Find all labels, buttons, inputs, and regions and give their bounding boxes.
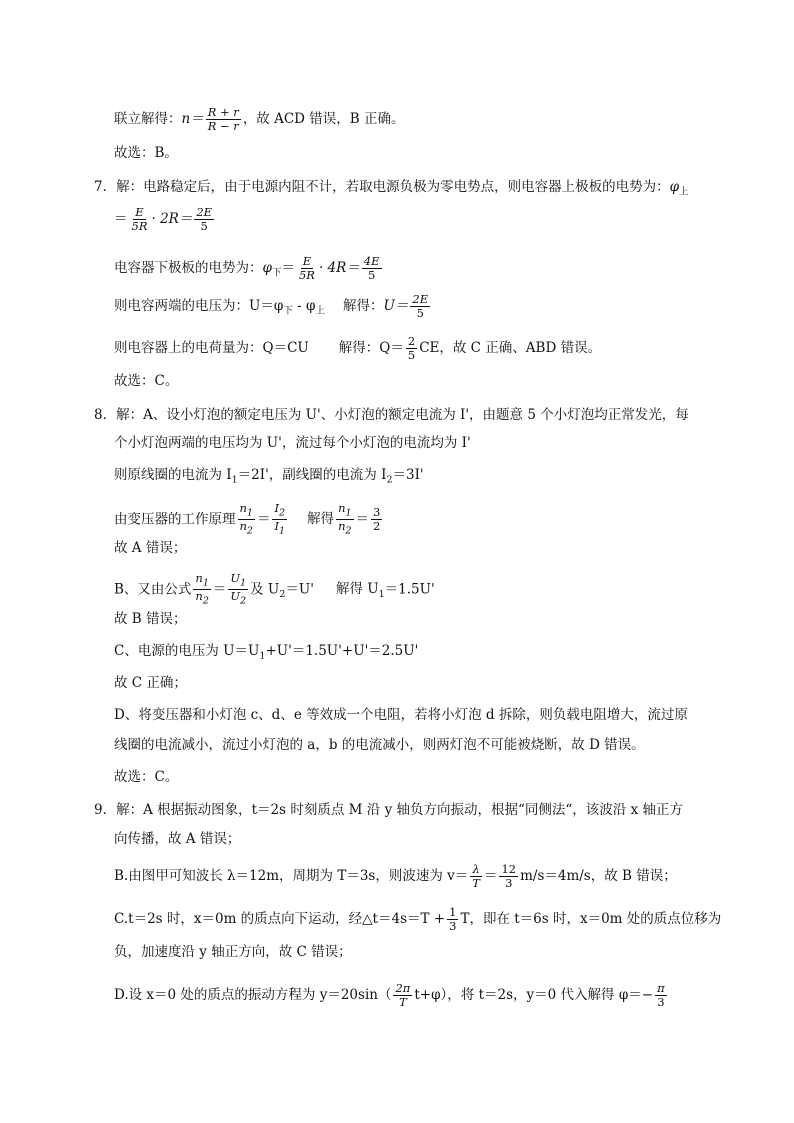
- text: ＝: [256, 511, 271, 528]
- text: · 4R＝: [318, 260, 360, 276]
- text: ＝2I'，副线圈的电流为 I: [237, 467, 387, 483]
- text: CE，故 C 正确、ABD 错误。: [419, 340, 602, 356]
- text: D.设 x＝0 处的质点的振动方程为 y＝20sin（: [114, 987, 392, 1003]
- item8-line-3: [114, 465, 714, 491]
- text: 解：A 根据振动图象，t＝2s 时刻质点 M 沿 y 轴负方向振动，根据“同侧法“，该波沿 x 轴正方: [116, 802, 683, 818]
- fraction: $\frac{12}{3}$: [501, 862, 517, 890]
- fraction: $\frac{\pi}{3}$: [657, 981, 665, 1009]
- text: - φ: [292, 298, 316, 314]
- formula: U＝: [383, 298, 409, 314]
- item-number: 8．: [94, 407, 117, 423]
- text: 解得 U: [335, 581, 379, 598]
- text: T，即在 t＝6s 时，x＝0m 处的质点位移为: [460, 911, 722, 927]
- item7-line-3: [114, 255, 714, 284]
- subscript: 1: [378, 588, 385, 600]
- item9-line-2: 向传播，故 A 错误；: [114, 831, 241, 847]
- item9-line-4: [114, 905, 722, 933]
- subscript: 下: [271, 267, 282, 279]
- fraction: $\frac{U_1}{U_2}$: [230, 571, 247, 607]
- fraction: $\frac{I_2}{I_1}$: [274, 501, 286, 537]
- item9-line-5: 负，加速度沿 y 轴正方向，故 C 错误；: [114, 944, 352, 960]
- fraction: $\frac{2\pi}{T}$: [395, 981, 411, 1009]
- item5-solve-line: [114, 106, 714, 133]
- text: 解得：Q＝: [338, 340, 404, 356]
- text: · 2R＝: [151, 211, 193, 227]
- formula: n＝: [181, 111, 204, 127]
- item8-line-7: 故 B 错误；: [114, 611, 187, 627]
- text: +U'＝1.5U'+U'＝2.5U': [265, 643, 419, 659]
- subscript: 上: [679, 186, 689, 198]
- text: C、电源的电压为 U＝U: [114, 643, 260, 659]
- item8-line-11: 线圈的电流减小，流过小灯泡的 a，b 的电流减小，则两灯泡不可能被烧断，故 D 错误。: [114, 737, 645, 753]
- fraction: $\frac{1}{3}$: [449, 905, 457, 933]
- text: 及 U: [250, 581, 280, 598]
- item8-line-8: [114, 641, 714, 667]
- item-number: 7．: [94, 179, 117, 195]
- text: 则原线圈的电流为 I: [114, 467, 232, 483]
- text: ＝1.5U': [384, 581, 435, 598]
- fraction: $\frac{2E}{5}$: [196, 205, 213, 233]
- text: 解得: [307, 511, 335, 528]
- text: ＝: [355, 511, 370, 528]
- fraction: $\frac{E}{5R}$: [298, 254, 315, 282]
- phi-symbol: φ: [669, 179, 680, 195]
- text: 解：A、设小灯泡的额定电压为 U'、小灯泡的额定电流为 I'，由题意 5 个小灯泡均正常发光，每: [116, 407, 689, 423]
- fraction: $\frac{2E}{5}$: [412, 292, 429, 320]
- item9-line-3: [114, 863, 714, 890]
- fraction: $\frac{4E}{5}$: [363, 254, 380, 282]
- item7-answer: 故选：C。: [114, 373, 179, 389]
- text: 解得：: [342, 298, 384, 314]
- item7-line-2: [114, 206, 714, 233]
- text: 联立解得：: [114, 111, 182, 127]
- item7-line-1: [94, 177, 714, 203]
- item9-line-6: [114, 982, 714, 1009]
- text: C.t＝2s 时，x＝0m 的质点向下运动，经△t＝4s＝T +: [114, 911, 446, 927]
- text: ＝: [281, 260, 295, 276]
- fraction: $\frac{n_1}{n_2}$: [338, 501, 352, 537]
- text: 电容器下极板的电势为：: [114, 260, 263, 276]
- subscript: 2: [279, 588, 286, 600]
- item8-line-1: [94, 405, 714, 425]
- text: 则电容器上的电荷量为：Q＝CU: [114, 340, 309, 356]
- fraction: $\frac{n_1}{n_2}$: [239, 501, 253, 537]
- subscript: 上: [315, 305, 325, 317]
- fraction: $\frac{3}{2}$: [373, 505, 381, 534]
- fraction: $\frac{2}{5}$: [407, 334, 416, 362]
- item8-line-5: 故 A 错误；: [114, 540, 187, 556]
- fraction: $\frac{R + r}{R - r}$: [207, 105, 239, 133]
- item7-line-5: [114, 335, 714, 362]
- text: 由变压器的工作原理: [114, 511, 236, 528]
- subscript: 下: [283, 305, 293, 317]
- fraction: $\frac{n_1}{n_2}$: [195, 571, 209, 607]
- text: B.由图甲可知波长 λ＝12m，周期为 T＝3s，则波速为 v＝: [114, 868, 469, 884]
- phi-symbol: φ: [262, 260, 272, 276]
- text: ＝U': [285, 581, 314, 598]
- text: ＝3I': [392, 467, 424, 483]
- item8-line-2: 个小灯泡两端的电压均为 U'，流过每个小灯泡的电流均为 I': [114, 435, 471, 451]
- item8-answer: 故选：C。: [114, 769, 179, 785]
- text: t+φ），将 t＝2s，y＝0 代入解得 φ＝−: [414, 987, 654, 1003]
- subscript: 1: [231, 474, 238, 486]
- text: 解：电路稳定后，由于电源内阻不计，若取电源负极为零电势点，则电容器上极板的电势为：: [116, 179, 670, 195]
- text: B、又由公式: [114, 581, 192, 598]
- item8-line-6: [114, 572, 714, 608]
- item8-line-10: D、将变压器和小灯泡 c、d、e 等效成一个电阻，若将小灯泡 d 拆除，则负载电阻增大，流过原: [114, 707, 688, 723]
- item7-line-4: [114, 293, 714, 322]
- text: m/s＝4m/s，故 B 错误；: [520, 868, 677, 884]
- item-number: 9．: [94, 802, 117, 818]
- text: 则电容两端的电压为：U＝φ: [114, 298, 284, 314]
- item5-answer: 故选：B。: [114, 145, 178, 161]
- item9-line-1: [94, 800, 714, 820]
- text: ，故 ACD 错误，B 正确。: [242, 111, 405, 127]
- text: ＝: [212, 581, 227, 598]
- text: ＝: [483, 868, 498, 884]
- text: ＝: [114, 211, 128, 227]
- fraction: $\frac{E}{5R}$: [131, 205, 148, 233]
- fraction: $\frac{\lambda}{T}$: [472, 862, 480, 890]
- subscript: 1: [259, 650, 266, 662]
- subscript: 2: [386, 474, 393, 486]
- item8-line-9: 故 C 正确；: [114, 675, 187, 691]
- item8-line-4: [114, 502, 714, 538]
